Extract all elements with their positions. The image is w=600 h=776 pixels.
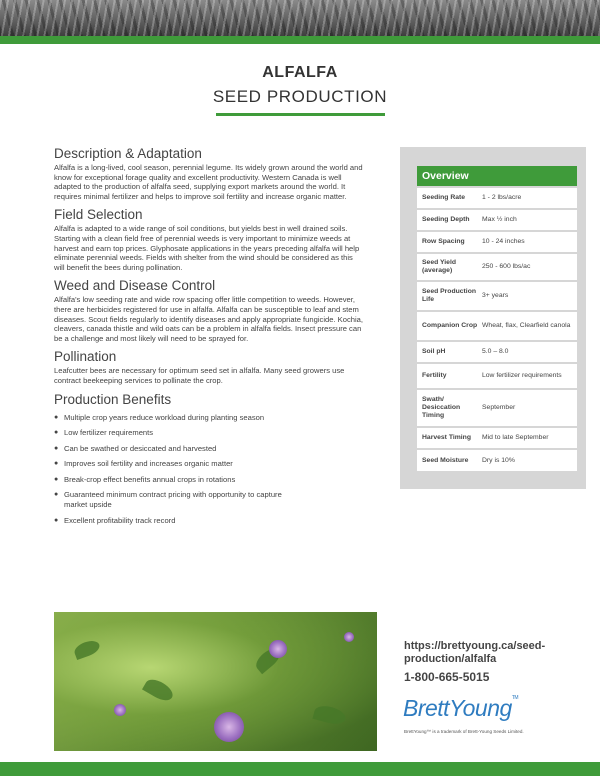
- bullet-icon: ●: [54, 475, 59, 483]
- overview-label: Seed Moisture: [422, 456, 469, 464]
- bullet-icon: ●: [54, 413, 59, 421]
- overview-label: Companion Crop: [422, 322, 478, 329]
- overview-title: Overview: [417, 166, 577, 186]
- overview-value: Max ½ inch: [482, 216, 517, 223]
- overview-value: September: [482, 404, 516, 411]
- leaf-shape: [72, 638, 101, 660]
- list-item: [54, 459, 304, 469]
- overview-value: 250 - 600 lbs/ac: [482, 263, 531, 270]
- overview-label: Soil pH: [422, 348, 446, 355]
- list-item-text: Low fertilizer requirements: [64, 428, 154, 438]
- overview-value: 10 - 24 inches: [482, 238, 525, 245]
- page-subtitle: SEED PRODUCTION: [212, 87, 388, 106]
- list-item: [54, 428, 304, 438]
- leaf-shape: [312, 703, 347, 727]
- trademark-notice: BrettYoung™ is a trademark of Brett-Young Seeds Limited.: [404, 729, 524, 734]
- bullet-icon: ●: [54, 444, 59, 452]
- overview-row: [417, 428, 577, 448]
- section-description: [54, 146, 364, 201]
- section-heading: Production Benefits: [54, 391, 172, 407]
- overview-row: [417, 390, 577, 426]
- list-item-text: Break-crop effect benefits annual crops in rotations: [64, 474, 236, 484]
- overview-row: [417, 312, 577, 340]
- main-content: [54, 146, 364, 531]
- list-item-text: Can be swathed or desiccated and harvested: [64, 443, 217, 453]
- flower-shape: [214, 712, 244, 742]
- header-green-bar: [0, 36, 600, 44]
- section-heading: Weed and Disease Control: [54, 278, 216, 294]
- overview-value: Low fertilizer requirements: [482, 372, 562, 379]
- section-weed-disease: [54, 278, 364, 343]
- alfalfa-flower-photo: [54, 612, 377, 751]
- phone-number: 1-800-665-5015: [404, 670, 490, 684]
- benefits-list: [54, 413, 364, 526]
- header-field-photo: [0, 0, 600, 36]
- title-underline: [216, 113, 385, 116]
- section-heading: Description & Adaptation: [54, 146, 202, 161]
- overview-label: Seeding Rate: [422, 194, 466, 201]
- list-item-text: Multiple crop years reduce workload during planting season: [64, 412, 265, 422]
- overview-value: 5.0 – 8.0: [482, 348, 509, 355]
- section-body: Alfalfa is a long-lived, cool season, perennial legume. Its widely grown around the world and know for exceptional forage quality and excellent productivity. Western Canada is well adapted to the production of alfalfa seed, supplying export markets around the world. It requires minimal fertilizer and helps to improve soil fertility and increase organic matter.: [54, 163, 363, 201]
- list-item-text: Excellent profitability track record: [64, 515, 176, 525]
- list-item: [54, 475, 304, 485]
- logo-trademark-mark: TM: [511, 695, 519, 701]
- overview-row: [417, 342, 577, 362]
- list-item: [54, 490, 304, 509]
- overview-row: [417, 450, 577, 471]
- brettyoung-logo: [403, 695, 518, 722]
- section-pollination: [54, 349, 364, 385]
- section-production-benefits: [54, 392, 364, 526]
- list-item: [54, 444, 304, 454]
- list-item: [54, 413, 304, 423]
- list-item-text: Guaranteed minimum contract pricing with opportunity to capture market upside: [64, 490, 282, 510]
- list-item: [54, 516, 304, 526]
- bullet-icon: ●: [54, 460, 59, 468]
- section-heading: Pollination: [54, 349, 117, 365]
- page-title: ALFALFA: [262, 64, 338, 81]
- overview-value: 3+ years: [482, 292, 509, 299]
- overview-value: Dry is 10%: [482, 456, 515, 464]
- overview-row: [417, 254, 577, 280]
- section-body: Alfalfa's low seeding rate and wide row spacing offer little competition to weeds. However, there are herbicides registered for use in alfalfa. Alfalfa can be susceptible to leaf and stem diseases. Scout fields regularly to identify diseases and apply appropriate fungicide. Kochia, cleavers, canada thistle and wild oats can be a problem in alfalfa fields. Insect pressure can be a challenge and most likely will need to be sprayed for.: [54, 295, 363, 343]
- section-heading: Field Selection: [54, 207, 143, 223]
- overview-row: [417, 364, 577, 388]
- overview-value: 1 - 2 lbs/acre: [482, 194, 522, 201]
- bullet-icon: ●: [54, 491, 59, 499]
- flower-shape: [344, 632, 354, 642]
- overview-label: Harvest Timing: [422, 434, 471, 441]
- overview-label: Swath/ Desiccation Timing: [422, 396, 461, 419]
- overview-label: Seed Yield (average): [422, 259, 457, 274]
- overview-label: Row Spacing: [422, 238, 465, 245]
- overview-value: Wheat, flax, Clearfield canola: [482, 322, 571, 329]
- flower-shape: [114, 704, 126, 716]
- overview-value: Mid to late September: [482, 434, 549, 441]
- section-body: Alfalfa is adapted to a wide range of soil conditions, but yields best in well drained soils. Starting with a clean field free of perennial weeds is very important to minimize weeds at harvest and earn top prices. Glyphosate applications in the years preceding alfalfa will help eliminate perennial weeds. Fields with shelter from the wind should be considered as this will benefit the bees during pollination.: [54, 224, 360, 272]
- overview-label: Seed Production Life: [422, 288, 477, 303]
- overview-label: Seeding Depth: [422, 216, 470, 223]
- overview-row: [417, 232, 577, 252]
- bullet-icon: ●: [54, 516, 59, 524]
- leaf-shape: [142, 676, 176, 705]
- bullet-icon: ●: [54, 429, 59, 437]
- list-item-text: Improves soil fertility and increases organic matter: [64, 459, 233, 469]
- logo-text: BrettYoung: [403, 695, 512, 721]
- overview-row: [417, 210, 577, 230]
- overview-row: [417, 188, 577, 208]
- section-body: Leafcutter bees are necessary for optimum seed set in alfalfa. Many seed growers use contract beekeeping services to pollinate the crop.: [54, 366, 345, 385]
- flower-shape: [269, 640, 287, 658]
- website-link[interactable]: https://brettyoung.ca/seed-production/alfalfa: [404, 640, 546, 665]
- overview-row: [417, 282, 577, 310]
- section-field-selection: [54, 207, 364, 272]
- footer-green-bar: [0, 762, 600, 776]
- overview-label: Fertility: [422, 372, 447, 379]
